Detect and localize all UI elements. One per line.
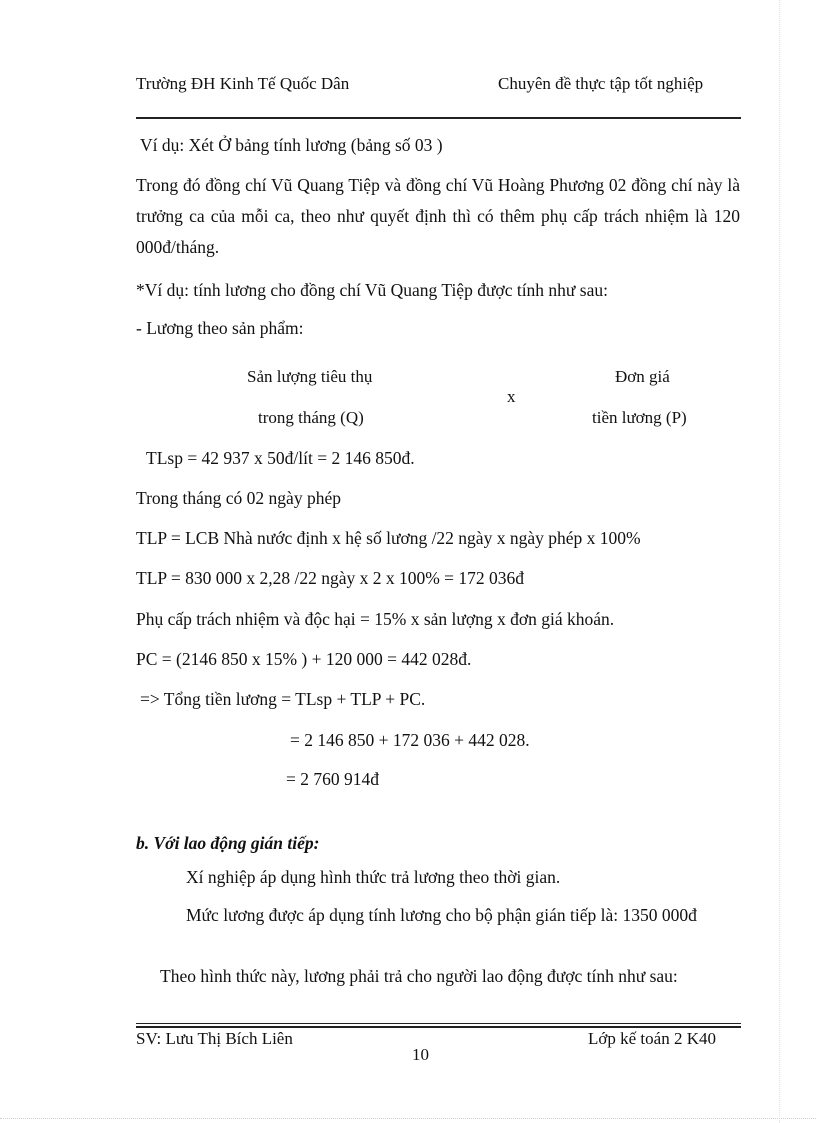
indirect-labor-line1: Xí nghiệp áp dụng hình thức trả lương theo thời gian.: [186, 867, 561, 887]
section-b-title: b. Với lao động gián tiếp:: [136, 833, 320, 853]
footer-rule-bottom: [136, 1026, 741, 1028]
indirect-labor-line2: Mức lương được áp dụng tính lương cho bộ phận gián tiếp là: 1350 000đ: [186, 905, 697, 925]
formula-quantity-line1: Sản lượng tiêu thụ: [247, 367, 373, 386]
page-edge-guide-vertical: [779, 0, 780, 1123]
indirect-labor-line3: Theo hình thức này, lương phải trả cho người lao động được tính như sau:: [160, 966, 678, 986]
leave-days-note: Trong tháng có 02 ngày phép: [136, 488, 341, 508]
pc-value: PC = (2146 850 x 15% ) + 120 000 = 442 028đ.: [136, 649, 472, 669]
total-salary-result: = 2 760 914đ: [286, 769, 379, 789]
formula-multiply-operator: x: [507, 387, 516, 406]
formula-price-line2: tiền lương (P): [592, 408, 687, 427]
tlp-value: TLP = 830 000 x 2,28 /22 ngày x 2 x 100% = 172 036đ: [136, 568, 525, 588]
formula-price-line1: Đơn giá: [615, 367, 670, 386]
footer-rule-top: [136, 1023, 741, 1024]
header-school-name: Trường ĐH Kinh Tế Quốc Dân: [136, 74, 350, 93]
tlp-formula: TLP = LCB Nhà nước định x hệ số lương /22 ngày x ngày phép x 100%: [136, 528, 641, 548]
example-calculation-heading: *Ví dụ: tính lương cho đồng chí Vũ Quang Tiệp được tính như sau:: [136, 280, 608, 300]
allowance-formula: Phụ cấp trách nhiệm và độc hại = 15% x sản lượng x đơn giá khoán.: [136, 609, 615, 629]
page-edge-guide-horizontal: [0, 1118, 816, 1119]
header-rule: [136, 117, 741, 119]
product-salary-label: - Lương theo sản phẩm:: [136, 318, 304, 338]
formula-quantity-line2: trong tháng (Q): [258, 408, 364, 427]
page-number: 10: [412, 1045, 429, 1064]
tlsp-calculation: TLsp = 42 937 x 50đ/lít = 2 146 850đ.: [146, 448, 415, 468]
header-document-title: Chuyên đề thực tập tốt nghiệp: [498, 74, 704, 93]
total-salary-line2: = 2 146 850 + 172 036 + 442 028.: [290, 730, 530, 750]
example-intro: Ví dụ: Xét Ở bảng tính lương (bảng số 03 ): [140, 135, 443, 155]
paragraph-shift-leaders: Trong đó đồng chí Vũ Quang Tiệp và đồng chí Vũ Hoàng Phương 02 đồng chí này là trưởng ca của mỗi ca, theo như quyết định thì có thêm phụ cấp trách nhiệm là 120 000đ/tháng.: [136, 175, 740, 257]
footer-student-name: SV: Lưu Thị Bích Liên: [136, 1029, 293, 1048]
total-salary-line1: => Tổng tiền lương = TLsp + TLP + PC.: [140, 689, 426, 709]
footer-class-name: Lớp kế toán 2 K40: [588, 1029, 716, 1048]
